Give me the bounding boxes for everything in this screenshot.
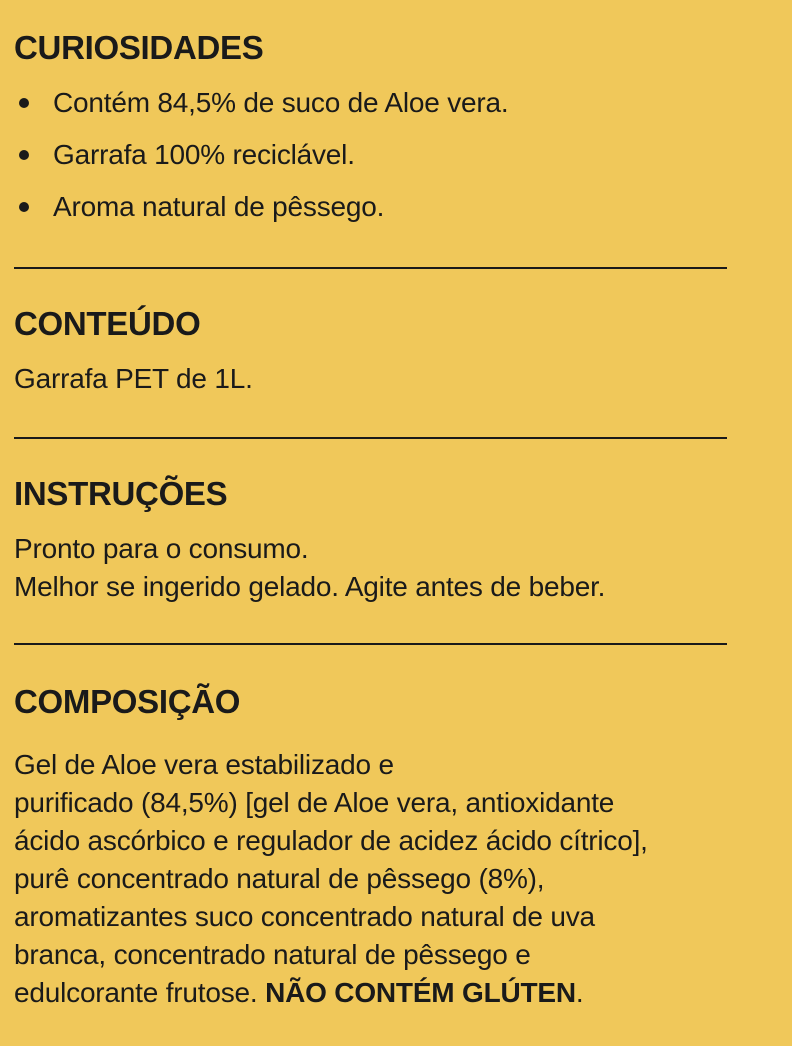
- composicao-line: edulcorante frutose.: [14, 977, 258, 1008]
- composicao-line: branca, concentrado natural de pêssego e: [14, 939, 531, 970]
- bullet-icon: [19, 202, 29, 212]
- bullet-icon: [19, 150, 29, 160]
- list-item: [14, 77, 754, 129]
- conteudo-text: Garrafa PET de 1L.: [14, 363, 253, 394]
- divider: [14, 643, 727, 645]
- curiosidades-title: CURIOSIDADES: [14, 29, 264, 66]
- divider: [14, 437, 727, 439]
- section-curiosidades: [14, 28, 754, 233]
- composicao-line: purê concentrado natural de pêssego (8%),: [14, 863, 545, 894]
- conteudo-title: CONTEÚDO: [14, 305, 201, 342]
- divider: [14, 267, 727, 269]
- composicao-line: aromatizantes suco concentrado natural de uva: [14, 901, 595, 932]
- bullet-icon: [19, 98, 29, 108]
- section-instrucoes: [14, 474, 754, 606]
- composicao-last-line: [14, 974, 754, 1012]
- curiosidades-list: [14, 77, 754, 233]
- section-conteudo: [14, 304, 754, 398]
- instrucoes-line: Pronto para o consumo.: [14, 533, 309, 564]
- list-item-text: Contém 84,5% de suco de Aloe vera.: [53, 87, 509, 118]
- instrucoes-line: Melhor se ingerido gelado. Agite antes de beber.: [14, 571, 606, 602]
- list-item: [14, 181, 754, 233]
- instrucoes-title: INSTRUÇÕES: [14, 475, 228, 512]
- composicao-line: ácido ascórbico e regulador de acidez ácido cítrico],: [14, 825, 648, 856]
- composicao-line: Gel de Aloe vera estabilizado e: [14, 749, 394, 780]
- section-composicao: [14, 682, 754, 1012]
- gluten-warning-suffix: .: [575, 977, 584, 1008]
- gluten-warning: NÃO CONTÉM GLÚTEN: [265, 977, 576, 1008]
- composicao-title: COMPOSIÇÃO: [14, 683, 241, 720]
- list-item: [14, 129, 754, 181]
- list-item-text: Aroma natural de pêssego.: [53, 191, 385, 222]
- list-item-text: Garrafa 100% reciclável.: [53, 139, 355, 170]
- composicao-line: purificado (84,5%) [gel de Aloe vera, antioxidante: [14, 787, 615, 818]
